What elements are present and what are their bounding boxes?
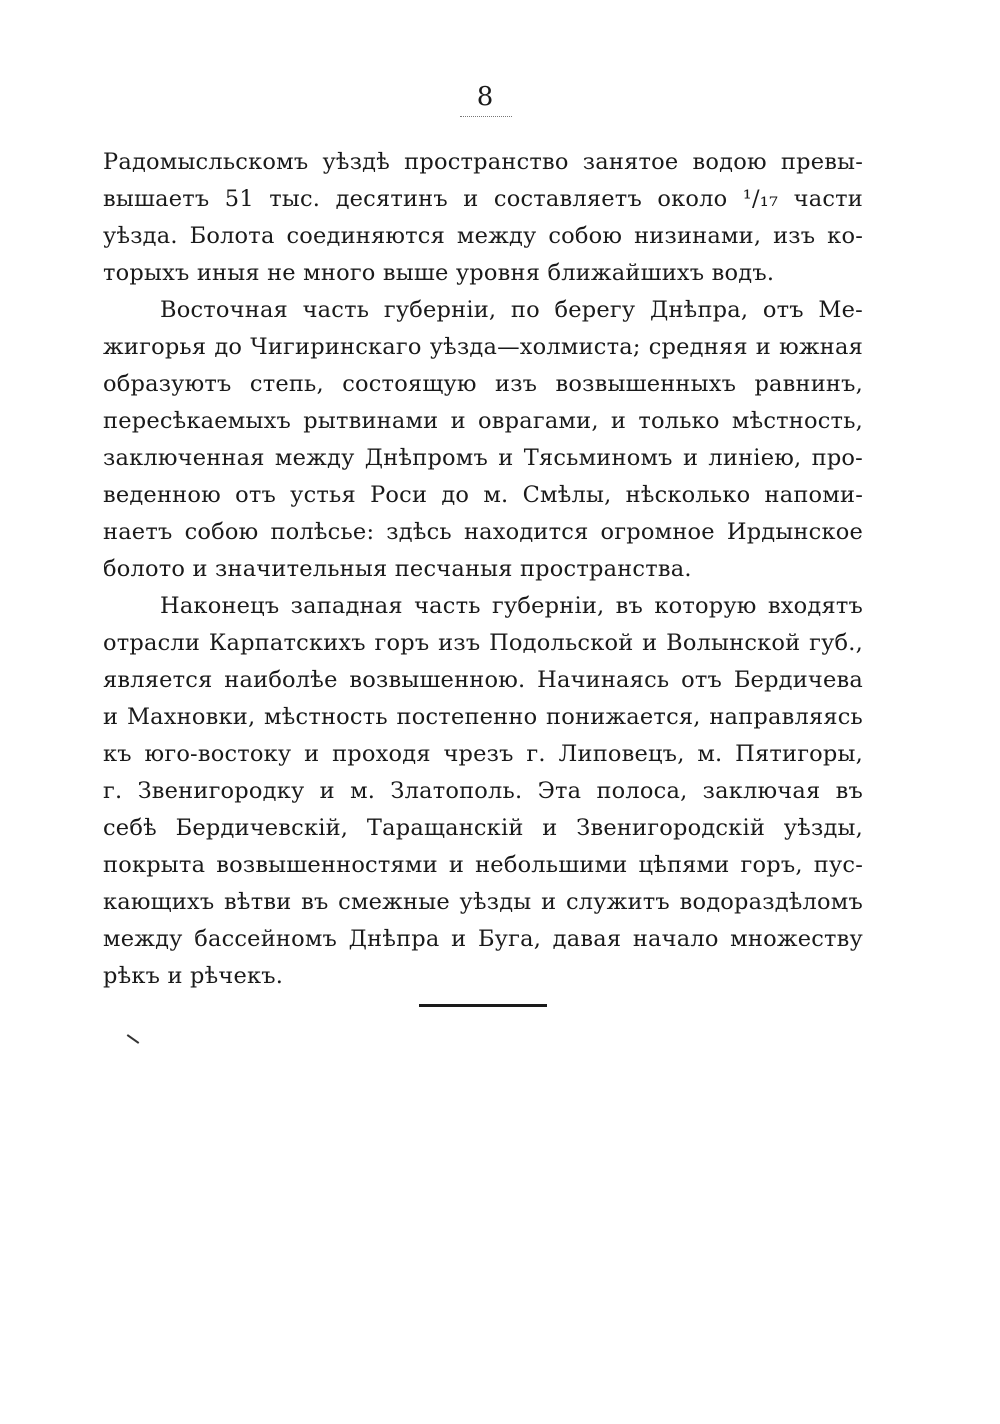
text-line: между бассейномъ Днѣпра и Буга, давая начало множеству [103,926,863,952]
text-line: и Махновки, мѣстность постепенно понижается, направляясь [103,704,863,730]
text-line: веденною отъ устья Роси до м. Смѣлы, нѣсколько напоми- [103,482,863,508]
body-text [103,144,863,995]
text-line: болото и значительныя песчаныя пространства. [103,556,692,582]
text-line: Восточная часть губерніи, по берегу Днѣпра, отъ Ме- [160,297,863,323]
text-line: г. Звенигородку и м. Златополь. Эта полоса, заключая въ [103,778,863,804]
text-line: отрасли Карпатскихъ горъ изъ Подольской и Волынской губ., [103,630,863,656]
text-line: рѣкъ и рѣчекъ. [103,963,284,989]
text-line: Наконецъ западная часть губерніи, въ которую входятъ [160,593,863,619]
text-line: уѣзда. Болота соединяются между собою низинами, изъ ко- [103,223,863,249]
text-line: является наиболѣе возвышенною. Начинаясь отъ Бердичева [103,667,863,693]
text-line: покрыта возвышенностями и небольшими цѣпями горъ, пус- [103,852,863,878]
text-line: образуютъ степь, состоящую изъ возвышенныхъ равнинъ, [103,371,863,397]
text-line: вышаетъ 51 тыс. десятинъ и составляетъ около ¹/₁₇ части [103,186,863,212]
text-line: кающихъ вѣтви въ смежные уѣзды и служитъ водораздѣломъ [103,889,863,915]
text-line: наетъ собою полѣсье: здѣсь находится огромное Ирдынское [103,519,863,545]
scan-artifact [127,1034,140,1044]
text-line: пересѣкаемыхъ рытвинами и оврагами, и только мѣстность, [103,408,863,434]
text-line: себѣ Бердичевскій, Таращанскій и Звенигородскій уѣзды, [103,815,863,841]
paragraph-3 [103,588,863,995]
paragraph-1 [103,144,863,292]
text-line: жигорья до Чигиринскаго уѣзда—холмиста; средняя и южная [103,334,863,360]
text-line: къ юго-востоку и проходя чрезъ г. Липовецъ, м. Пятигоры, [103,741,863,767]
text-line: заключенная между Днѣпромъ и Тясьминомъ и линіею, про- [103,445,863,471]
text-line: торыхъ иныя не много выше уровня ближайшихъ водъ. [103,260,775,286]
text-line: Радомысльскомъ уѣздѣ пространство занятое водою превы- [103,149,863,175]
section-divider [419,1004,547,1007]
page-number-underline [460,116,512,117]
page-number: 8 [476,82,494,112]
paragraph-2 [103,292,863,588]
